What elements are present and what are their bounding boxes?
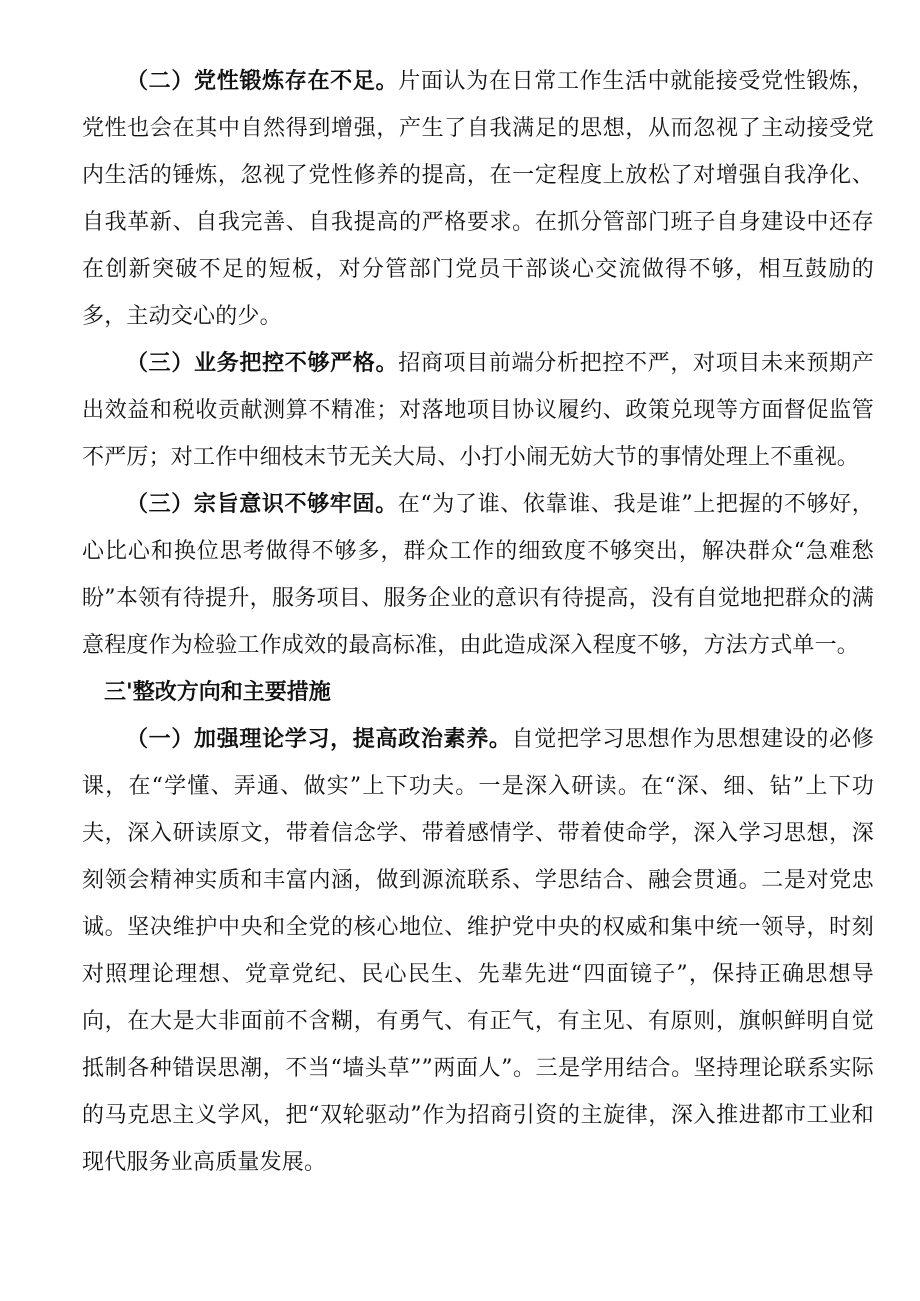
section-heading: 三'整改方向和主要措施: [104, 680, 331, 705]
paragraph-theory-study: [82, 716, 874, 1186]
paragraph-party-spirit: [82, 58, 874, 340]
paragraph-body: 自觉把学习思想作为思想建设的必修课，在“学懂、弄通、做实”上下功夫。一是深入研读。在“深、细、钻”上下功夫，深入研读原文，带着信念学、带着感情学、带着使命学，深入学习思想，深刻领会精神实质和丰富内涵，做到源流联系、学思结合、融会贯通。二是对党忠诚。坚决维护中央和全党的核心地位、维护党中央的权威和集中统一领导，时刻对照理论理想、党章党纪、民心民生、先辈先进“四面镜子”，保持正确思想导向，在大是大非面前不含糊，有勇气、有正气，有主见、有原则，旗帜鲜明自觉抵制各种错误思潮，不当“墙头草””两面人”。三是学用结合。坚持理论联系实际的马克思主义学风，把“双轮驱动”作为招商引资的主旋律，深入推进都市工业和现代服务业高质量发展。: [82, 727, 874, 1175]
paragraph-body: 片面认为在日常工作生活中就能接受党性锻炼，党性也会在其中自然得到增强，产生了自我满足的思想，从而忽视了主动接受党内生活的锤炼，忽视了党性修养的提高，在一定程度上放松了对增强自我净化、自我革新、自我完善、自我提高的严格要求。在抓分管部门班子自身建设中还存在创新突破不足的短板，对分管部门党员干部谈心交流做得不够，相互鼓励的多，主动交心的少。: [82, 69, 875, 329]
paragraph-business-control: [82, 340, 874, 481]
paragraph-body: 招商项目前端分析把控不严，对项目未来预期产出效益和税收贡献测算不精准；对落地项目协议履约、政策兑现等方面督促监管不严厉；对工作中细枝末节无关大局、小打小闹无妨大节的事情处理上不重视。: [82, 351, 875, 470]
paragraph-body: 在“为了谁、依靠谁、我是谁”上把握的不够好，心比心和换位思考做得不够多，群众工作的细致度不够突出，解决群众“急难愁盼”本领有待提升，服务项目、服务企业的意识有待提高，没有自觉地把群众的满意程度作为检验工作成效的最高标准，由此造成深入程度不够，方法方式单一。: [82, 492, 874, 658]
paragraph-purpose-awareness: [82, 481, 874, 669]
document-page: [82, 58, 874, 1186]
paragraph-lead: （三）业务把控不够严格。: [126, 351, 399, 376]
paragraph-lead: （一）加强理论学习，提高政治素养。: [126, 727, 512, 752]
paragraph-lead: （三）宗旨意识不够牢固。: [126, 492, 398, 517]
paragraph-lead: （二）党性锻炼存在不足。: [126, 69, 399, 94]
